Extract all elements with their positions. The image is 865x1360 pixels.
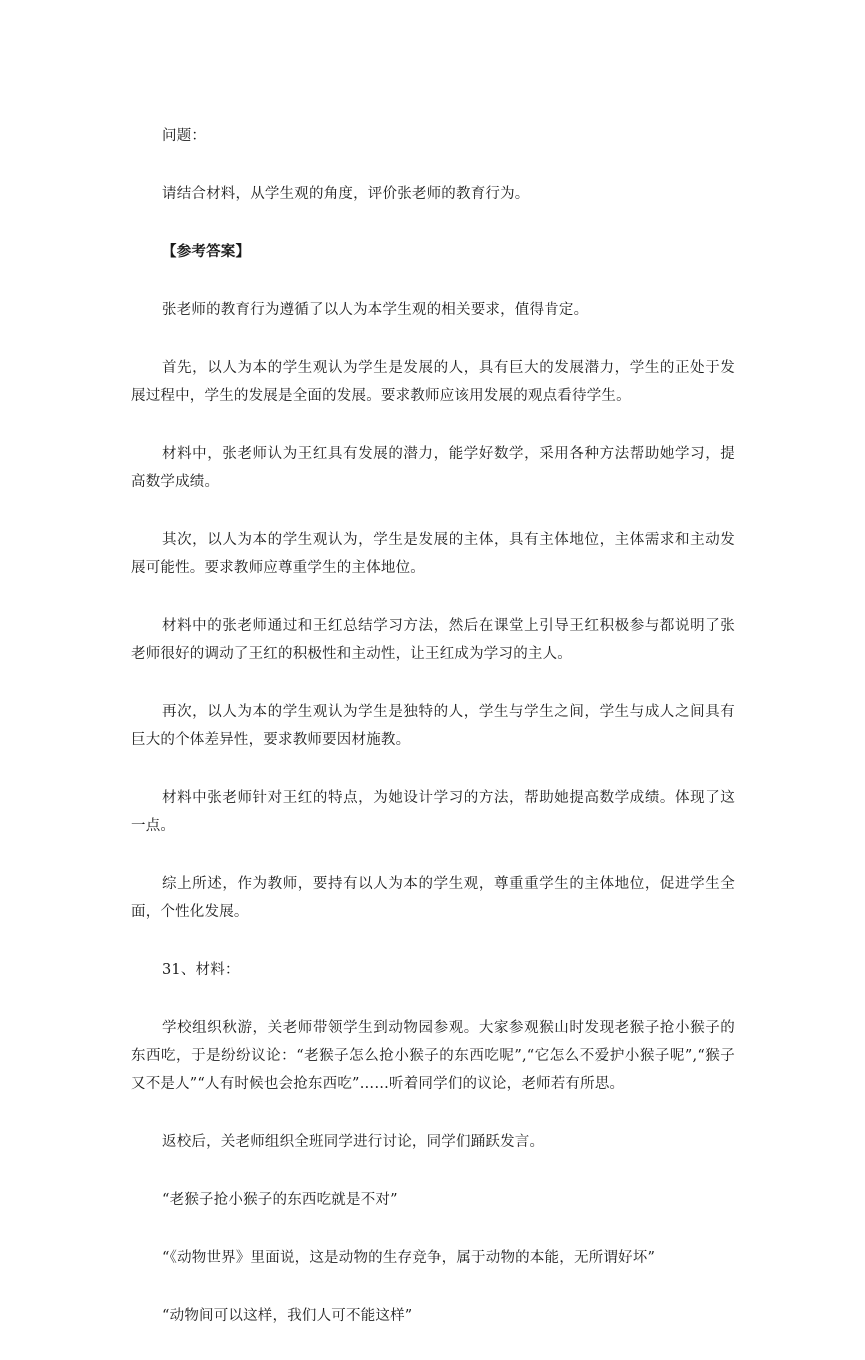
document-body bbox=[131, 122, 735, 1360]
paragraph-material-second: 材料中的张老师通过和王红总结学习方法，然后在课堂上引导王红积极参与都说明了张老师很好的调动了王红的积极性和主动性，让王红成为学习的主人。 bbox=[131, 618, 735, 662]
paragraph-conclusion: 综上所述，作为教师，要持有以人为本的学生观，尊重重学生的主体地位，促进学生全面，个性化发展。 bbox=[131, 876, 735, 920]
paragraph-discussion: 返校后，关老师组织全班同学进行讨论，同学们踊跃发言。 bbox=[162, 1134, 545, 1150]
paragraph-point-third: 再次，以人为本的学生观认为学生是独特的人，学生与学生之间，学生与成人之间具有巨大的个体差异性，要求教师要因材施教。 bbox=[131, 704, 735, 748]
paragraph-quote-third: “动物间可以这样，我们人可不能这样” bbox=[162, 1308, 413, 1324]
paragraph-answer-summary: 张老师的教育行为遵循了以人为本学生观的相关要求，值得肯定。 bbox=[162, 302, 589, 318]
paragraph-quote-second: “《动物世界》里面说，这是动物的生存竞争，属于动物的本能，无所谓好坏” bbox=[162, 1250, 656, 1266]
paragraph-material-first: 材料中，张老师认为王红具有发展的潜力，能学好数学，采用各种方法帮助她学习，提高数学成绩。 bbox=[131, 446, 735, 490]
paragraph-question-label: 问题： bbox=[162, 128, 207, 144]
paragraph-point-second: 其次，以人为本的学生观认为，学生是发展的主体，具有主体地位，主体需求和主动发展可能性。要求教师应尊重学生的主体地位。 bbox=[131, 532, 735, 576]
paragraph-question: 请结合材料，从学生观的角度，评价张老师的教育行为。 bbox=[162, 186, 530, 202]
paragraph-point-first: 首先，以人为本的学生观认为学生是发展的人，具有巨大的发展潜力，学生的正处于发展过程中，学生的发展是全面的发展。要求教师应该用发展的观点看待学生。 bbox=[131, 360, 735, 404]
paragraph-answer-heading: 【参考答案】 bbox=[162, 243, 251, 260]
paragraph-material-story: 学校组织秋游，关老师带领学生到动物园参观。大家参观猴山时发现老猴子抢小猴子的东西吃，于是纷纷议论：“老猴子怎么抢小猴子的东西吃呢”,“它怎么不爱护小猴子呢”,“猴子又不是人”“人有时候也会抢东西吃”……听着同学们的议论，老师若有所思。 bbox=[131, 1020, 735, 1092]
paragraph-quote-first: “老猴子抢小猴子的东西吃就是不对” bbox=[162, 1192, 398, 1208]
paragraph-material-third: 材料中张老师针对王红的特点，为她设计学习的方法，帮助她提高数学成绩。体现了这一点。 bbox=[131, 790, 735, 834]
paragraph-question-31-label: 31、材料： bbox=[162, 962, 240, 978]
